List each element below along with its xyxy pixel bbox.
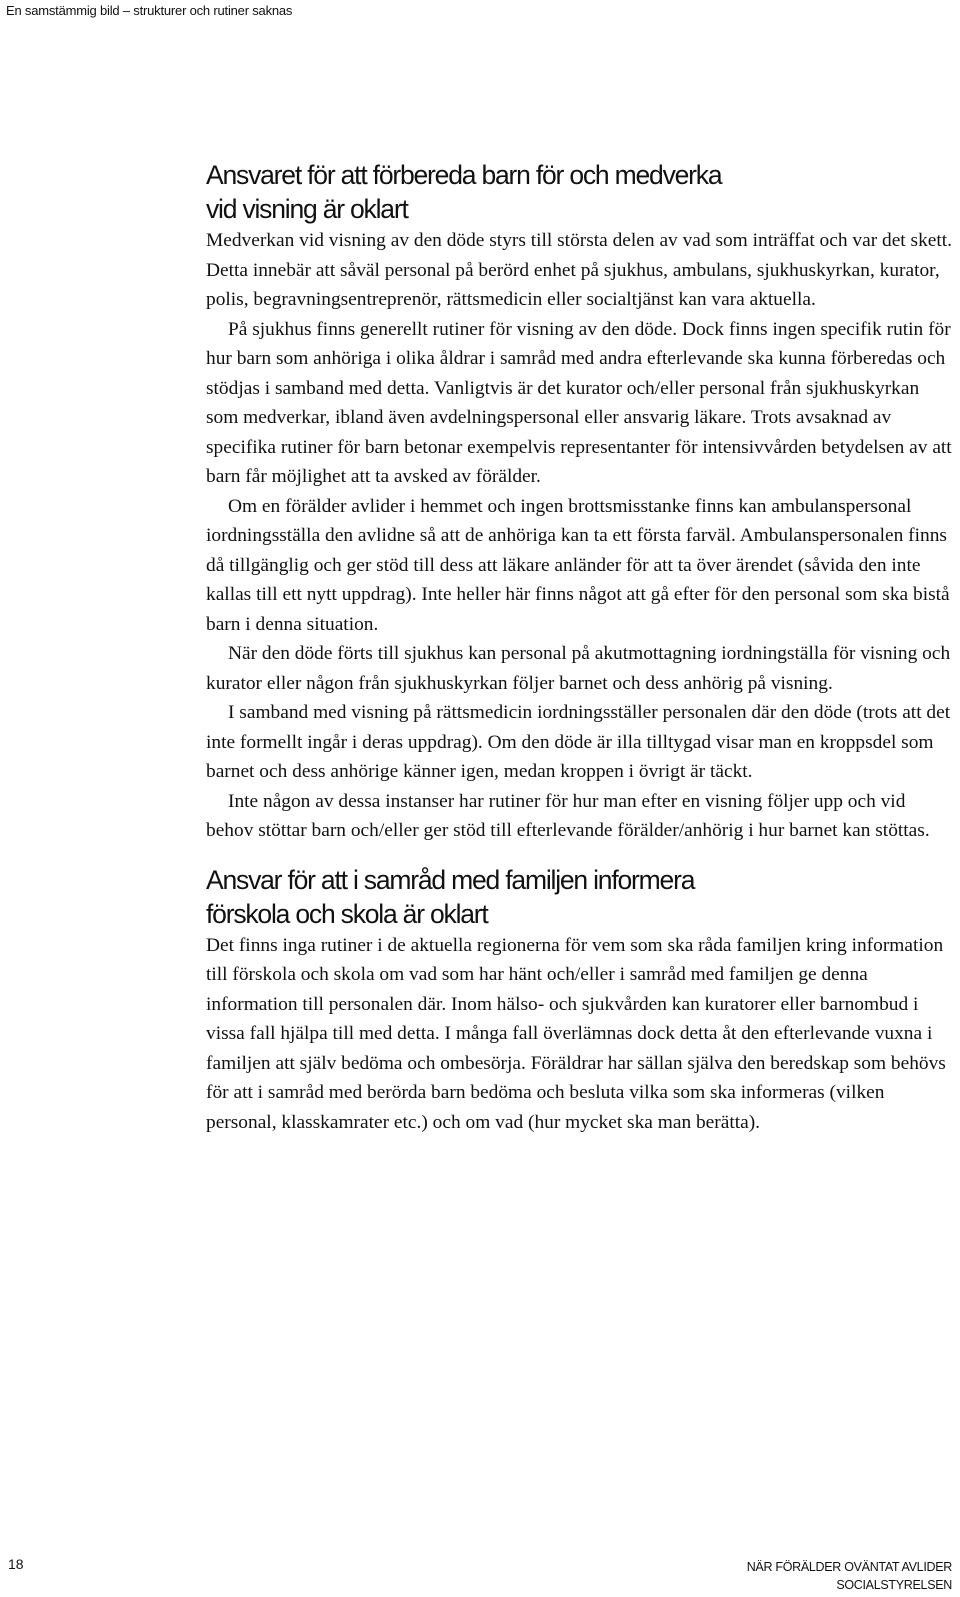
body-paragraph: Om en förälder avlider i hemmet och ingen brottsmisstanke finns kan ambulanspersonal iordningsställa den avlidne så att de anhöriga kan ta ett första farväl. Ambulanspersonalen finns då tillgänglig och ger stöd till dess att läkare anländer för att ta över ärendet (såvida den inte kallas till ett nytt uppdrag). Inte heller här finns något att gå efter för den personal som ska bistå barn i denna situation. xyxy=(206,495,950,635)
section-viewing xyxy=(206,158,956,846)
section-heading xyxy=(206,863,956,931)
page-number: 18 xyxy=(8,1556,24,1572)
publication-title: NÄR FÖRÄLDER OVÄNTAT AVLIDER xyxy=(746,1560,952,1574)
heading-line: vid visning är oklart xyxy=(206,194,408,224)
heading-line: Ansvaret för att förbereda barn för och medverka xyxy=(206,160,722,190)
section-school-info xyxy=(206,863,956,1138)
heading-line: Ansvar för att i samråd med familjen informera xyxy=(206,864,695,895)
body-paragraph: På sjukhus finns generellt rutiner för visning av den döde. Dock finns ingen specifik rutin för hur barn som anhöriga i olika åldrar i samråd med andra efterlevande ska kunna förberedas och stödjas i samband med detta. Vanligtvis är det kurator och/eller personal från sjukhuskyrkan som medverkar, ibland även avdelningspersonal eller ansvarig läkare. Trots avsaknad av specifika rutiner för barn betonar exempelvis representanter för intensivvården betydelsen av att barn får möjlighet att ta avsked av förälder. xyxy=(206,318,952,487)
publisher-name: SOCIALSTYRELSEN xyxy=(836,1578,952,1592)
body-paragraph: Inte någon av dessa instanser har rutiner för hur man efter en visning följer upp och vid behov stöttar barn och/eller ger stöd till efterlevande förälder/anhörig i hur barnet kan stöttas. xyxy=(206,790,930,841)
heading-line: förskola och skola är oklart xyxy=(206,898,488,929)
page-content xyxy=(206,158,956,1137)
body-paragraph: Det finns inga rutiner i de aktuella regionerna för vem som ska råda familjen kring information till förskola och skola om vad som har hänt och/eller i samråd med familjen ge denna information till personalen där. Inom hälso- och sjukvården kan kuratorer eller barnombud i vissa fall hjälpa till med detta. I många fall överlämnas dock detta åt den efterlevande vuxna i familjen att själv bedöma och ombesörja. Föräldrar har sällan själva den beredskap som behövs för att i samråd med berörda barn bedöma och besluta vilka som ska informeras (vilken personal, klasskamrater etc.) och om vad (hur mycket ska man berätta). xyxy=(206,934,946,1133)
body-paragraph: Medverkan vid visning av den döde styrs till största delen av vad som inträffat och var det skett. Detta innebär att såväl personal på berörd enhet på sjukhus, ambulans, sjukhuskyrkan, kurator, polis, begravningsentreprenör, rättsmedicin eller socialtjänst kan vara aktuella. xyxy=(206,230,953,310)
body-paragraph: När den döde förts till sjukhus kan personal på akutmottagning iordningställa för visning och kurator eller någon från sjukhuskyrkan följer barnet och dess anhörig på visning. xyxy=(206,643,951,694)
section-heading xyxy=(206,158,956,226)
footer-publication xyxy=(747,1558,952,1594)
running-header: En samstämmig bild – strukturer och rutiner saknas xyxy=(6,3,293,18)
body-paragraph: I samband med visning på rättsmedicin iordningsställer personalen där den döde (trots att det inte formellt ingår i deras uppdrag). Om den döde är illa tilltygad visar man en kroppsdel som barnet och dess anhörige känner igen, medan kroppen i övrigt är täckt. xyxy=(206,702,951,782)
